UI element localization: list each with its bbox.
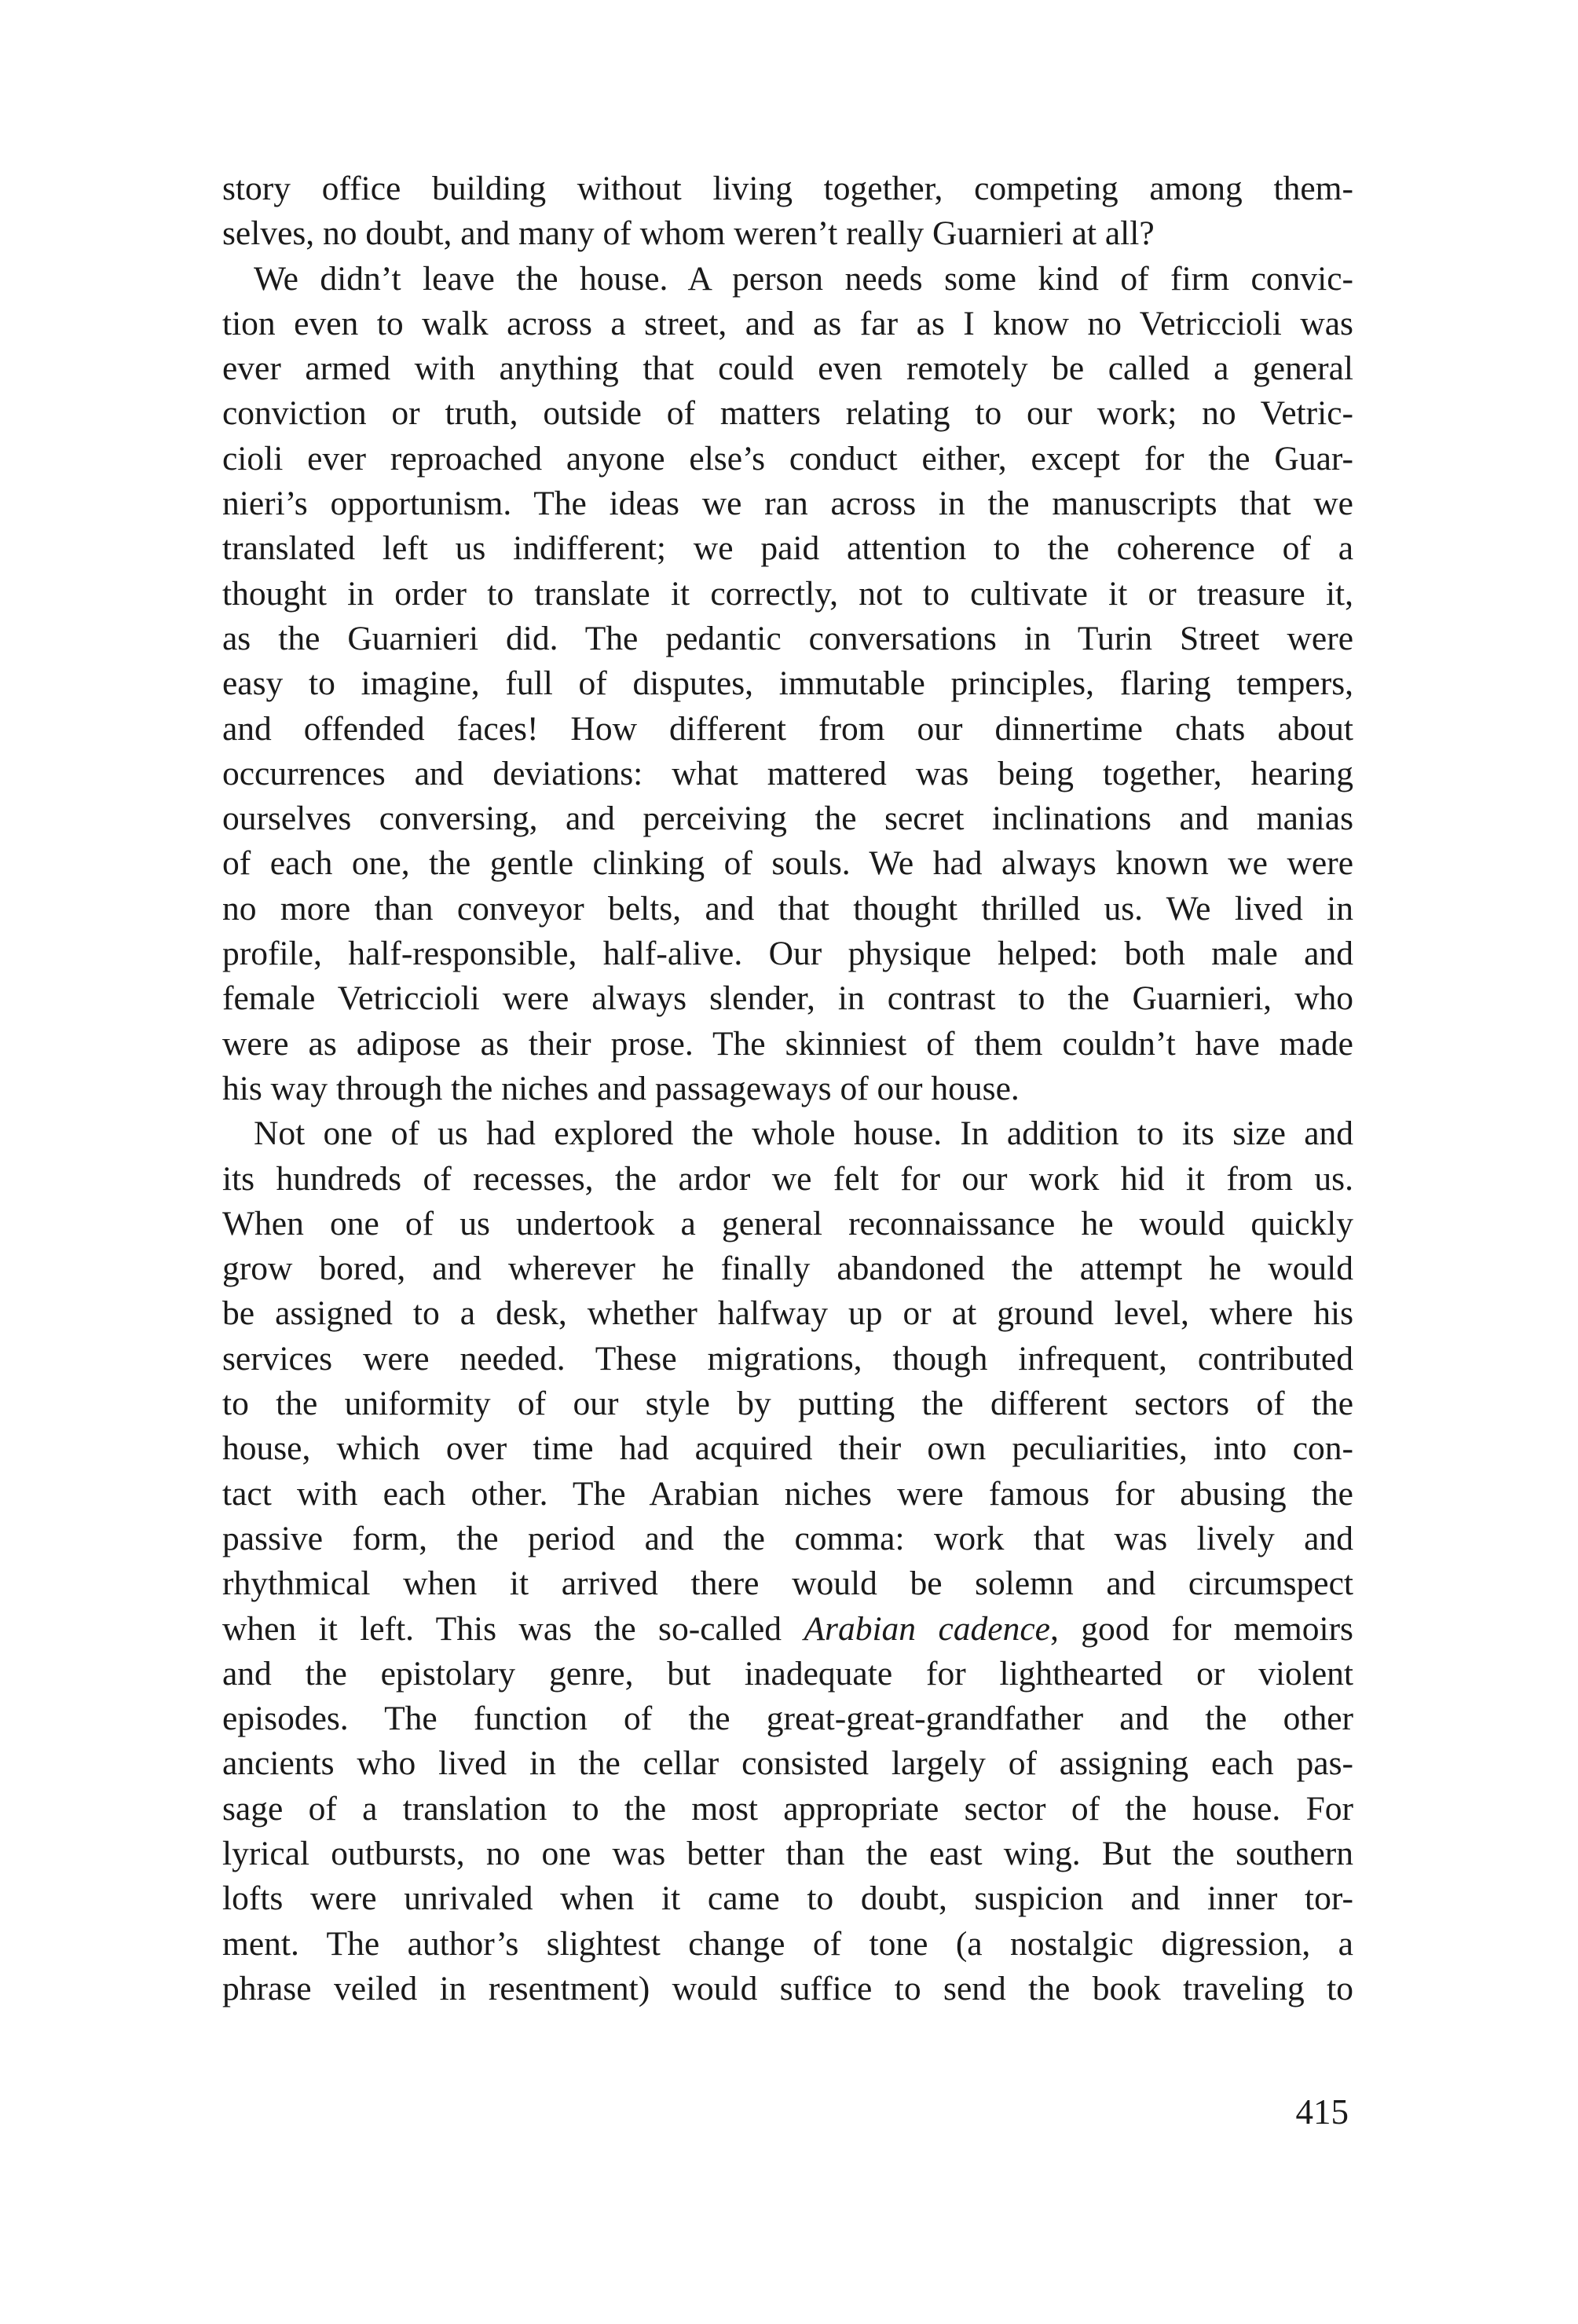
text-line: house, which over time had acquired their own peculiarities, into con- (222, 1429, 1353, 1468)
italic-phrase: Arabian cadence (804, 1609, 1050, 1648)
text-line: cioli ever reproached anyone else’s conduct either, except for the Guar- (222, 439, 1353, 478)
text-line: female Vetriccioli were always slender, in contrast to the Guarnieri, who (222, 979, 1353, 1018)
text-line: We didn’t leave the house. A person needs some kind of firm convic- (254, 259, 1353, 298)
text-line: profile, half-responsible, half-alive. Our physique helped: both male and (222, 935, 1353, 973)
text-line: tact with each other. The Arabian niches were famous for abusing the (222, 1474, 1353, 1513)
text-line-start: when it left. This was the so-called (222, 1609, 804, 1648)
text-line: no more than conveyor belts, and that thought thrilled us. We lived in (222, 889, 1353, 928)
text-line: story office building without living together, competing among them- (222, 170, 1353, 207)
text-line: and the epistolary genre, but inadequate for lighthearted or violent (222, 1654, 1353, 1693)
text-line: and offended faces! How different from our dinnertime chats about (222, 709, 1353, 748)
text-line (222, 1607, 1353, 1652)
text-line: tion even to walk across a street, and as far as I know no Vetriccioli was (222, 304, 1353, 342)
text-line: conviction or truth, outside of matters relating to our work; no Vetric- (222, 394, 1353, 433)
text-line: services were needed. These migrations, though infrequent, contributed (222, 1339, 1353, 1378)
text-line: nieri’s opportunism. The ideas we ran across in the manuscripts that we (222, 485, 1353, 523)
text-line: phrase veiled in resentment) would suffice to send the book traveling to (222, 1969, 1353, 2007)
text-line: thought in order to translate it correctly, not to cultivate it or treasure it, (222, 574, 1353, 613)
text-line: ancients who lived in the cellar consisted largely of assigning each pas- (222, 1744, 1353, 1783)
text-line: grow bored, and wherever he finally abandoned the attempt he would (222, 1250, 1353, 1288)
body-text (222, 167, 1353, 2011)
text-line: passive form, the period and the comma: work that was lively and (222, 1519, 1353, 1557)
text-line: occurrences and deviations: what mattered was being together, hearing (222, 754, 1353, 792)
text-line: episodes. The function of the great-great-grandfather and the other (222, 1700, 1353, 1738)
text-line: translated left us indifferent; we paid attention to the coherence of a (222, 529, 1353, 568)
text-line: his way through the niches and passageways of our house. (222, 1069, 1020, 1107)
text-line: lyrical outbursts, no one was better than the east wing. But the southern (222, 1834, 1353, 1872)
text-line: lofts were unrivaled when it came to doubt, suspicion and inner tor- (222, 1879, 1353, 1918)
text-line: easy to imagine, full of disputes, immutable principles, flaring tempers, (222, 664, 1353, 703)
text-line: were as adipose as their prose. The skinniest of them couldn’t have made (222, 1024, 1353, 1063)
text-line: ment. The author’s slightest change of tone (a nostalgic digression, a (222, 1924, 1353, 1963)
text-line: sage of a translation to the most appropriate sector of the house. For (222, 1789, 1353, 1828)
text-line: as the Guarnieri did. The pedantic conversations in Turin Street were (222, 619, 1353, 657)
page-number: 415 (1295, 2092, 1349, 2132)
text-line: ourselves conversing, and perceiving the secret inclinations and manias (222, 800, 1353, 838)
text-line: When one of us undertook a general reconnaissance he would quickly (222, 1204, 1353, 1243)
text-line: rhythmical when it arrived there would be solemn and circumspect (222, 1565, 1353, 1603)
text-line: ever armed with anything that could even remotely be called a general (222, 350, 1353, 388)
text-line: of each one, the gentle clinking of souls. We had always known we were (222, 844, 1353, 883)
text-line: selves, no doubt, and many of whom weren’t really Guarnieri at all? (222, 214, 1155, 253)
text-line: its hundreds of recesses, the ardor we felt for our work hid it from us. (222, 1159, 1353, 1198)
text-line: be assigned to a desk, whether halfway up or at ground level, where his (222, 1294, 1353, 1333)
text-line: to the uniformity of our style by putting the different sectors of the (222, 1385, 1353, 1423)
text-line: Not one of us had explored the whole house. In addition to its size and (254, 1114, 1353, 1153)
text-line-end: , good for memoirs (1049, 1609, 1353, 1648)
